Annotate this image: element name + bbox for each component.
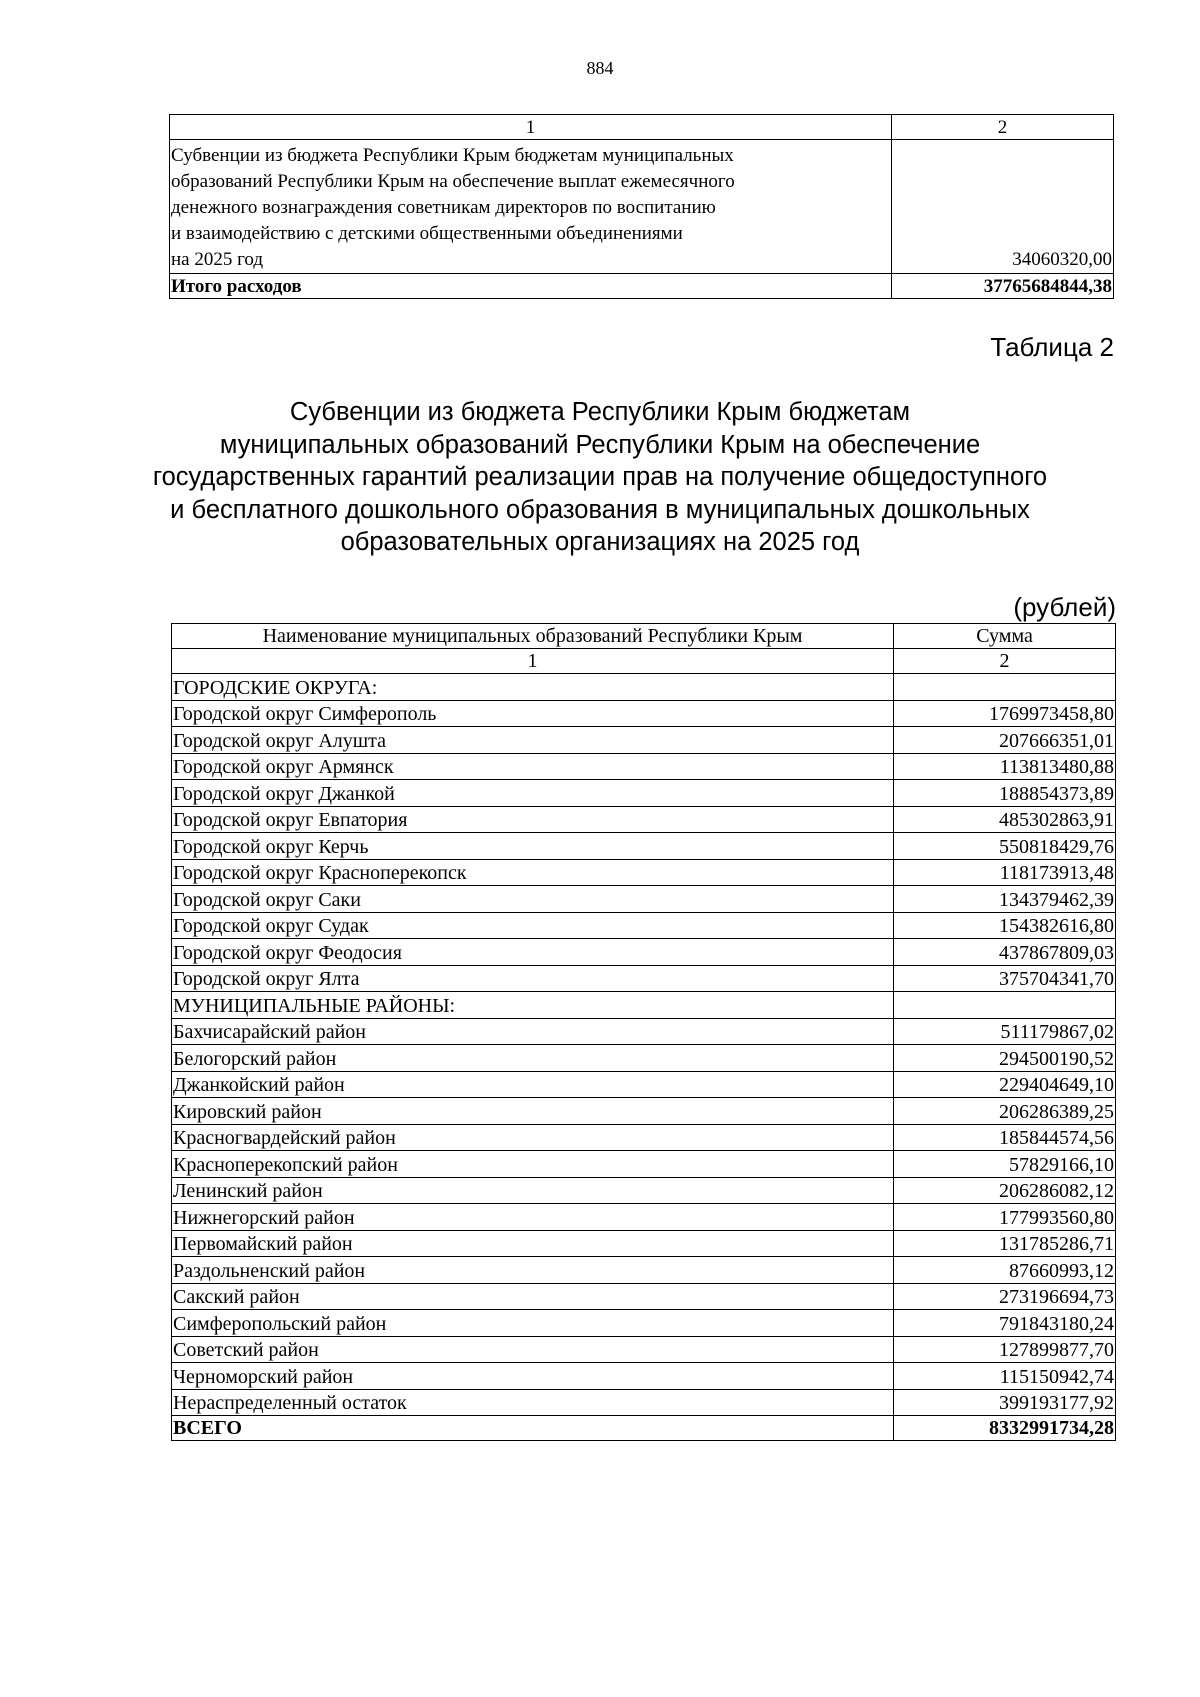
table-row xyxy=(172,1045,1116,1072)
table-row xyxy=(170,140,1114,274)
row-amount: 294500190,52 xyxy=(894,1045,1116,1072)
row-name: Черноморский район xyxy=(172,1363,894,1390)
row-name: Симферопольский район xyxy=(172,1310,894,1337)
row-name: Нераспределенный остаток xyxy=(172,1389,894,1416)
column-number-row xyxy=(172,649,1116,674)
row-amount: 34060320,00 xyxy=(891,140,1113,274)
row-name: Советский район xyxy=(172,1336,894,1363)
row-name: Городской округ Саки xyxy=(172,886,894,913)
table-row xyxy=(172,886,1116,913)
row-name: Городской округ Керчь xyxy=(172,833,894,860)
row-amount: 273196694,73 xyxy=(894,1283,1116,1310)
row-amount: 206286389,25 xyxy=(894,1098,1116,1125)
column-header: Наименование муниципальных образований Республики Крым xyxy=(172,624,894,649)
row-amount: 437867809,03 xyxy=(894,939,1116,966)
table-row xyxy=(172,992,1116,1019)
total-amount: 37765684844,38 xyxy=(891,274,1113,299)
subventions-table xyxy=(171,623,1116,1441)
row-amount xyxy=(894,674,1116,701)
row-name: ГОРОДСКИЕ ОКРУГА: xyxy=(172,674,894,701)
column-number: 2 xyxy=(891,115,1113,140)
table-row xyxy=(172,1151,1116,1178)
row-amount: 229404649,10 xyxy=(894,1071,1116,1098)
title-line: государственных гарантий реализации прав на получение общедоступного xyxy=(152,463,1048,491)
row-amount: 57829166,10 xyxy=(894,1151,1116,1178)
row-amount: 134379462,39 xyxy=(894,886,1116,913)
row-amount xyxy=(894,992,1116,1019)
row-name: Белогорский район xyxy=(172,1045,894,1072)
row-amount: 207666351,01 xyxy=(894,727,1116,754)
column-number: 1 xyxy=(170,115,892,140)
row-amount: 131785286,71 xyxy=(894,1230,1116,1257)
row-name: Городской округ Ялта xyxy=(172,965,894,992)
table-row xyxy=(172,859,1116,886)
table-label: Таблица 2 xyxy=(990,332,1114,362)
row-amount: 1769973458,80 xyxy=(894,700,1116,727)
table-row xyxy=(172,939,1116,966)
row-name: Городской округ Симферополь xyxy=(172,700,894,727)
table-row xyxy=(172,727,1116,754)
total-label: Итого расходов xyxy=(170,274,892,299)
table-row xyxy=(172,1283,1116,1310)
row-amount: 118173913,48 xyxy=(894,859,1116,886)
page-number: 884 xyxy=(586,58,614,78)
row-amount: 188854373,89 xyxy=(894,780,1116,807)
row-amount: 791843180,24 xyxy=(894,1310,1116,1337)
row-amount: 375704341,70 xyxy=(894,965,1116,992)
row-name: Джанкойский район xyxy=(172,1071,894,1098)
row-amount: 185844574,56 xyxy=(894,1124,1116,1151)
table-row xyxy=(172,1204,1116,1231)
row-name: Городской округ Красноперекопск xyxy=(172,859,894,886)
row-name: Городской округ Судак xyxy=(172,912,894,939)
unit-label: (рублей) xyxy=(1013,592,1116,622)
table-row xyxy=(172,1098,1116,1125)
table-row xyxy=(172,1363,1116,1390)
row-amount: 399193177,92 xyxy=(894,1389,1116,1416)
row-name: Кировский район xyxy=(172,1098,894,1125)
table-row xyxy=(172,1177,1116,1204)
header-row xyxy=(172,624,1116,649)
table-row xyxy=(172,965,1116,992)
table-row xyxy=(172,780,1116,807)
row-name: Раздольненский район xyxy=(172,1257,894,1284)
row-amount: 511179867,02 xyxy=(894,1018,1116,1045)
table-row xyxy=(172,700,1116,727)
row-name: Городской округ Феодосия xyxy=(172,939,894,966)
table-row xyxy=(172,1071,1116,1098)
title-line: муниципальных образований Республики Крым на обеспечение xyxy=(219,430,981,459)
title-line: образовательных организациях на 2025 год xyxy=(340,528,860,556)
row-amount: 154382616,80 xyxy=(894,912,1116,939)
row-name: Красногвардейский район xyxy=(172,1124,894,1151)
row-name: Бахчисарайский район xyxy=(172,1018,894,1045)
row-amount: 127899877,70 xyxy=(894,1336,1116,1363)
row-name: Городской округ Армянск xyxy=(172,753,894,780)
table-row xyxy=(172,1018,1116,1045)
column-number: 2 xyxy=(894,649,1116,674)
row-name: Красноперекопский район xyxy=(172,1151,894,1178)
table-row xyxy=(172,674,1116,701)
row-amount: 115150942,74 xyxy=(894,1363,1116,1390)
row-name: Городской округ Джанкой xyxy=(172,780,894,807)
table-row xyxy=(172,1310,1116,1337)
row-amount: 113813480,88 xyxy=(894,753,1116,780)
row-name: Ленинский район xyxy=(172,1177,894,1204)
table-row xyxy=(172,753,1116,780)
total-row xyxy=(172,1416,1116,1441)
column-header: Сумма xyxy=(894,624,1116,649)
total-amount: 8332991734,28 xyxy=(894,1416,1116,1441)
row-amount: 485302863,91 xyxy=(894,806,1116,833)
row-name: МУНИЦИПАЛЬНЫЕ РАЙОНЫ: xyxy=(172,992,894,1019)
row-name: Первомайский район xyxy=(172,1230,894,1257)
table-row xyxy=(172,1389,1116,1416)
row-amount: 87660993,12 xyxy=(894,1257,1116,1284)
table-row xyxy=(172,1230,1116,1257)
table-row xyxy=(172,1257,1116,1284)
total-label: ВСЕГО xyxy=(172,1416,894,1441)
row-amount: 550818429,76 xyxy=(894,833,1116,860)
title-line: и бесплатного дошкольного образования в муниципальных дошкольных xyxy=(170,495,1030,524)
row-name: Нижнегорский район xyxy=(172,1204,894,1231)
row-name: Городской округ Евпатория xyxy=(172,806,894,833)
expenses-table xyxy=(169,114,1114,299)
column-number: 1 xyxy=(172,649,894,674)
row-name: Сакский район xyxy=(172,1283,894,1310)
row-amount: 206286082,12 xyxy=(894,1177,1116,1204)
column-number-row xyxy=(170,115,1114,140)
table-row xyxy=(172,912,1116,939)
table-title xyxy=(150,396,1050,559)
row-name: Городской округ Алушта xyxy=(172,727,894,754)
title-line: Субвенции из бюджета Республики Крым бюджетам xyxy=(289,398,911,426)
total-row xyxy=(170,274,1114,299)
table-row xyxy=(172,1336,1116,1363)
table-row xyxy=(172,1124,1116,1151)
table-row xyxy=(172,833,1116,860)
table-row xyxy=(172,806,1116,833)
row-amount: 177993560,80 xyxy=(894,1204,1116,1231)
row-description: Субвенции из бюджета Республики Крым бюджетам муниципальных образований Республики Крым на обеспечение выплат ежемесячного денежного вознаграждения советникам директоров по воспитанию и взаимодействию с детскими общественными объединениями на 2025 год xyxy=(171,145,735,270)
